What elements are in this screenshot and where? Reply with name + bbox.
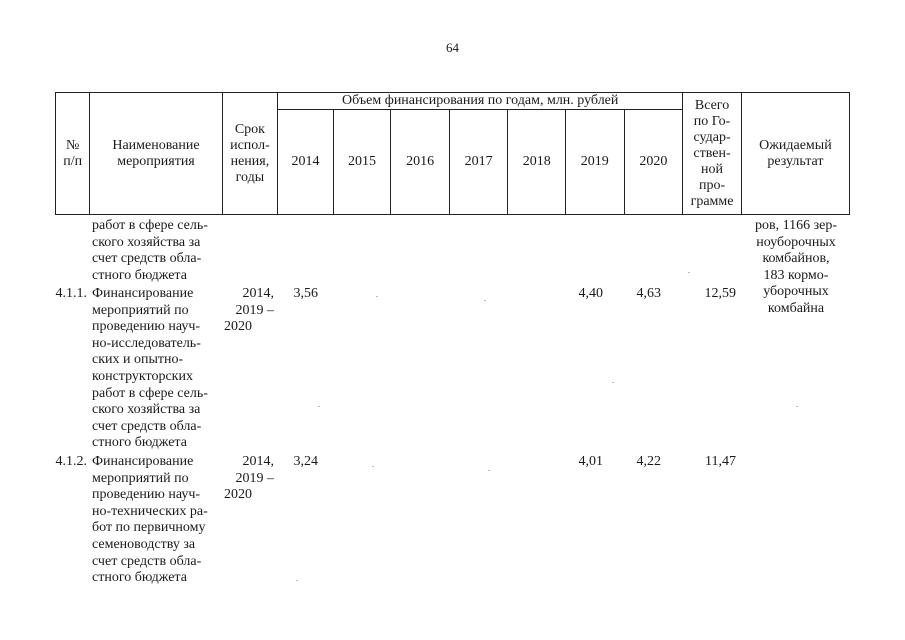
row-value-2014: 3,56: [293, 286, 318, 301]
row-name-line: бот по первичному: [92, 520, 206, 536]
row-value-2019: 4,40: [578, 286, 603, 301]
header-name: Наименование мероприятия: [90, 93, 222, 215]
row-value-2020: 4,22: [636, 454, 661, 469]
row-name-line: проведению науч-: [92, 487, 201, 503]
row-num: 4.1.1.: [55, 286, 87, 301]
row-name-line: но-исследователь-: [92, 335, 201, 351]
row-term-line: 2019 –: [235, 302, 274, 318]
scan-speck: [318, 406, 320, 407]
row-name-line: семеноводству за: [92, 536, 196, 552]
scan-speck: [796, 406, 798, 407]
scan-speck: [484, 300, 486, 301]
row-name-line: мероприятий по: [92, 302, 189, 318]
row-name-line: ского хозяйства за: [92, 402, 201, 418]
row-term-line: 2014,: [242, 454, 274, 469]
row-name-line: Финансирование: [92, 454, 194, 469]
header-year-2016: 2016: [391, 110, 450, 215]
row-name-line: но-технических ра-: [92, 503, 208, 519]
row-name: [92, 286, 222, 452]
row-name-line: стного бюджета: [92, 435, 187, 451]
header-year-2017: 2017: [449, 110, 508, 215]
header-year-2015: 2015: [333, 110, 391, 215]
table-header: [55, 92, 850, 215]
scan-speck: [296, 580, 298, 581]
row-num: 4.1.2.: [55, 454, 87, 469]
carry-over-result-line: комбайна: [767, 300, 825, 316]
header-financing: Объем финансирования по годам, млн. рублей: [278, 93, 683, 110]
row-total: 12,59: [704, 286, 736, 301]
carry-over-result-line: 183 кормо-: [763, 267, 829, 283]
row-value-2020: 4,63: [636, 286, 661, 301]
row-term: [224, 454, 274, 504]
header-num: № п/п: [56, 93, 90, 215]
header-term: Срок испол- нения, годы: [222, 93, 278, 215]
row-name-line: ских и опытно-: [92, 352, 184, 368]
row-total: 11,47: [705, 454, 736, 469]
carry-over-name: [92, 218, 222, 284]
row-term-line: 2020: [224, 319, 252, 335]
scan-speck: [488, 470, 490, 471]
row-term: [224, 286, 274, 336]
header-year-2020: 2020: [624, 110, 683, 215]
row-name: [92, 454, 222, 587]
carry-over-name-line: счет средств обла-: [92, 251, 202, 267]
row-term-line: 2014,: [242, 286, 274, 301]
row-name-line: счет средств обла-: [92, 553, 202, 569]
scan-speck: [376, 296, 378, 297]
header-result: Ожидаемый результат: [741, 93, 849, 215]
row-name-line: Финансирование: [92, 286, 194, 301]
carry-over-name-line: ского хозяйства за: [92, 234, 201, 250]
carry-over-result-line: комбайнов,: [762, 251, 830, 267]
row-value-2014: 3,24: [293, 454, 318, 469]
row-name-line: мероприятий по: [92, 470, 189, 486]
row-value-2019: 4,01: [578, 454, 603, 469]
header-year-2019: 2019: [566, 110, 625, 215]
row-name-line: конструкторских: [92, 368, 193, 384]
row-term-line: 2019 –: [235, 470, 274, 486]
scan-speck: [372, 466, 374, 467]
scan-speck: [612, 382, 614, 383]
page-number: 64: [446, 40, 459, 55]
carry-over-result-line: уборочных: [763, 284, 829, 300]
row-name-line: проведению науч-: [92, 319, 201, 335]
header-total: Всего по Го- судар- ствен- ной про- грамме: [683, 93, 742, 215]
row-name-line: стного бюджета: [92, 570, 187, 586]
carry-over-result-line: ноуборочных: [756, 234, 836, 250]
carry-over-name-line: работ в сфере сель-: [92, 218, 208, 233]
carry-over-result: [746, 218, 846, 318]
row-name-line: счет средств обла-: [92, 418, 202, 434]
row-term-line: 2020: [224, 487, 252, 503]
carry-over-name-line: стного бюджета: [92, 267, 187, 283]
carry-over-result-line: ров, 1166 зер-: [755, 218, 837, 233]
header-year-2014: 2014: [278, 110, 334, 215]
header-year-2018: 2018: [508, 110, 566, 215]
scan-speck: [688, 272, 690, 273]
row-name-line: работ в сфере сель-: [92, 385, 208, 401]
